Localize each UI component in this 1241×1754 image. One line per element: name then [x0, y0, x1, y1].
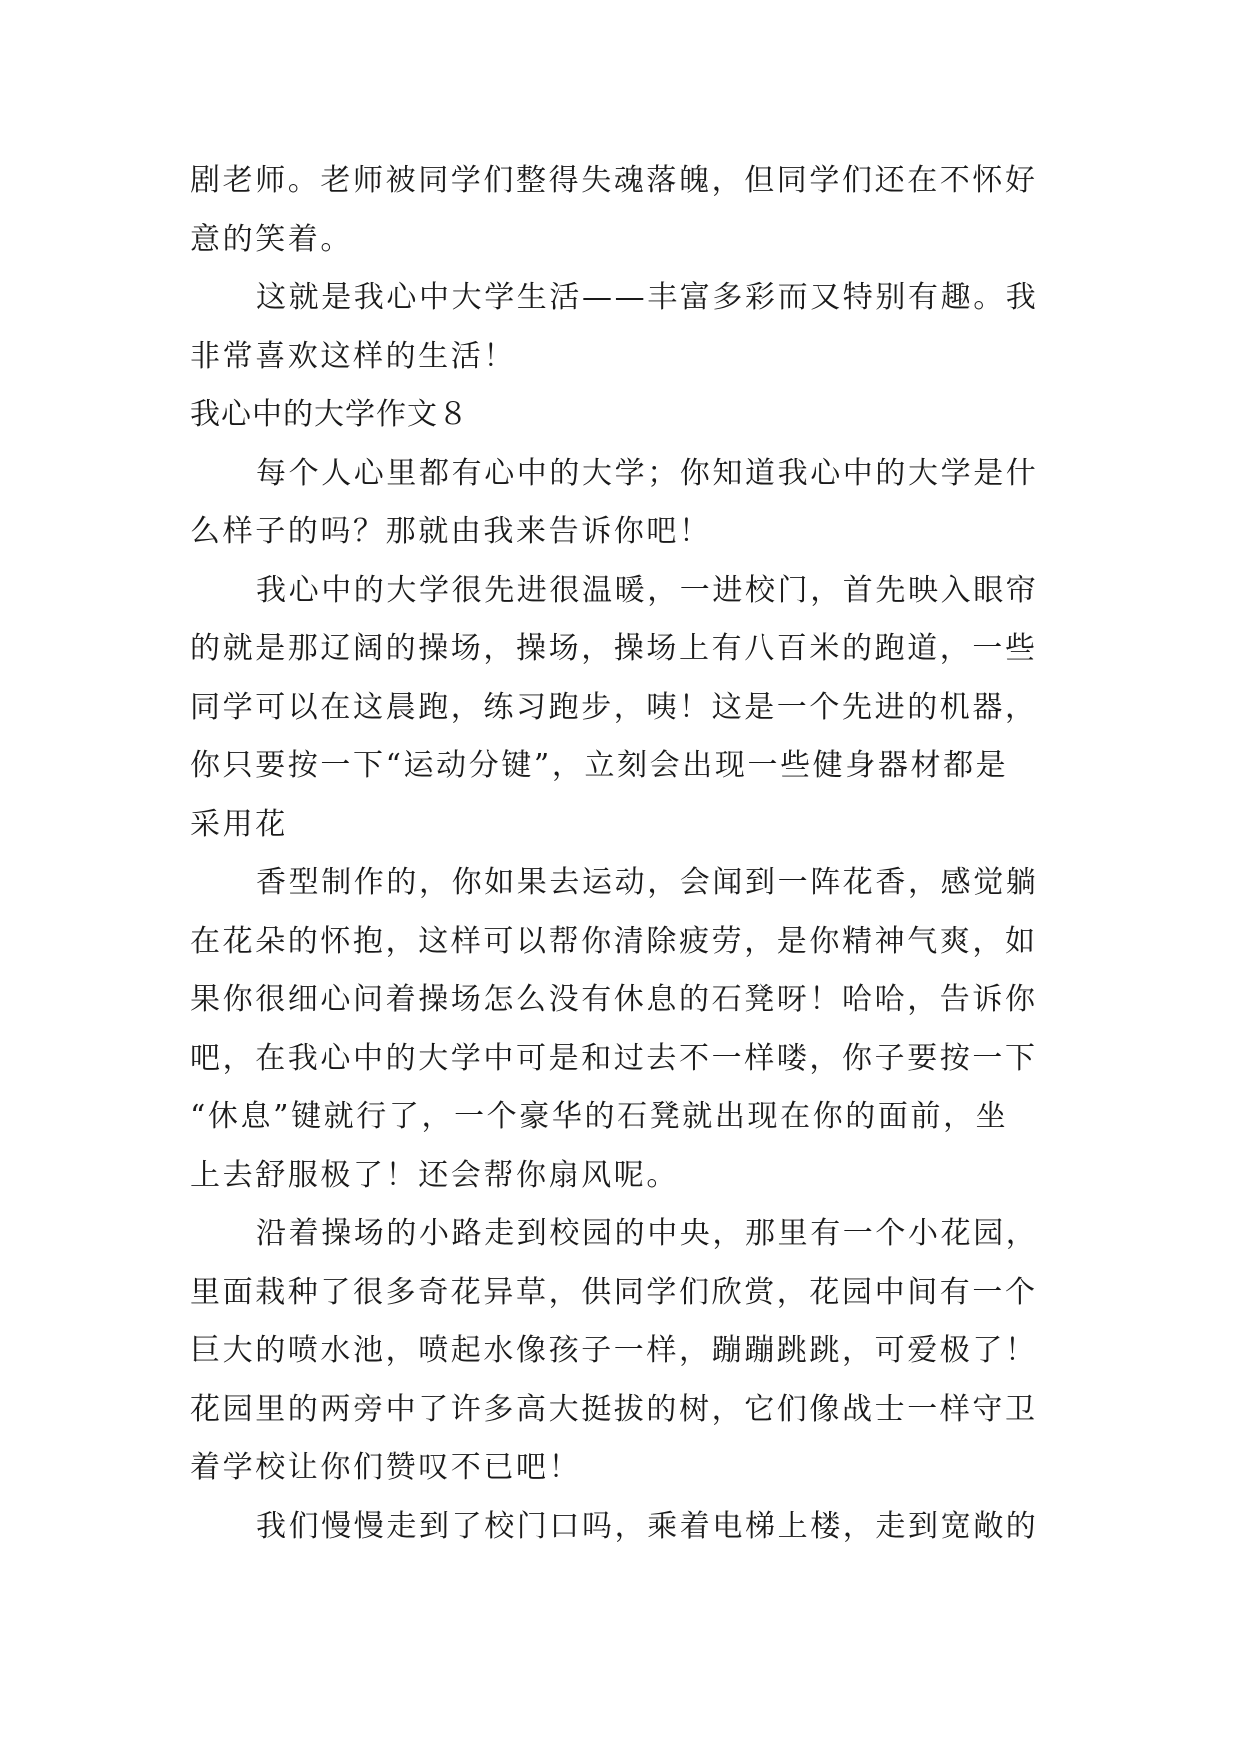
- paragraph: [190, 152, 1060, 269]
- text-line: 的就是那辽阔的操场，操场，操场上有八百米的跑道，一些: [190, 631, 1038, 666]
- text-line: 这就是我心中大学生活——丰富多彩而又特别有趣。我: [256, 280, 1039, 315]
- document-page: [190, 152, 1060, 1556]
- text-line: 剧老师。老师被同学们整得失魂落魄，但同学们还在不怀好: [190, 163, 1038, 198]
- text-line: “休息”键就行了，一个豪华的石凳就出现在你的面前，坐: [190, 1099, 1009, 1134]
- text-line: 你只要按一下“运动分键”，立刻会出现一些健身器材都是: [190, 748, 1009, 783]
- paragraph: [190, 445, 1060, 562]
- paragraph: [190, 854, 1060, 1205]
- text-line: 同学可以在这晨跑，练习跑步，咦！这是一个先进的机器，: [190, 689, 1038, 725]
- text-line: 么样子的吗？那就由我来告诉你吧！: [190, 514, 712, 549]
- text-line: 我们慢慢走到了校门口吗，乘着电梯上楼，走到宽敞的: [256, 1508, 1039, 1544]
- text-line: 意的笑着。: [190, 221, 353, 257]
- text-line: 上去舒服极了！还会帮你扇风呢。: [190, 1157, 679, 1193]
- section-heading: 我心中的大学作文８: [190, 397, 469, 432]
- text-line: 果你很细心问着操场怎么没有休息的石凳呀！哈哈，告诉你: [190, 982, 1038, 1017]
- text-line: 采用花: [190, 806, 288, 842]
- text-line: 每个人心里都有心中的大学；你知道我心中的大学是什: [256, 455, 1039, 491]
- text-line: 花园里的两旁中了许多高大挺拔的树，它们像战士一样守卫: [190, 1391, 1038, 1427]
- text-line: 吧，在我心中的大学中可是和过去不一样喽，你子要按一下: [190, 1040, 1038, 1076]
- text-line: 我心中的大学很先进很温暖，一进校门，首先映入眼帘: [256, 572, 1039, 608]
- paragraph: [190, 562, 1060, 855]
- text-line: 在花朵的怀抱，这样可以帮你清除疲劳，是你精神气爽，如: [190, 923, 1038, 959]
- paragraph: [190, 269, 1060, 386]
- text-line: 里面栽种了很多奇花异草，供同学们欣赏，花园中间有一个: [190, 1274, 1038, 1310]
- text-line: 沿着操场的小路走到校园的中央，那里有一个小花园，: [256, 1216, 1039, 1251]
- paragraph: [190, 1498, 1060, 1557]
- paragraph: [190, 1205, 1060, 1498]
- text-line: 巨大的喷水池，喷起水像孩子一样，蹦蹦跳跳，可爱极了！: [190, 1333, 1038, 1368]
- text-line: 非常喜欢这样的生活！: [190, 338, 516, 374]
- text-line: 香型制作的，你如果去运动，会闻到一阵花香，感觉躺: [256, 865, 1039, 900]
- text-line: 着学校让你们赞叹不已吧！: [190, 1450, 582, 1485]
